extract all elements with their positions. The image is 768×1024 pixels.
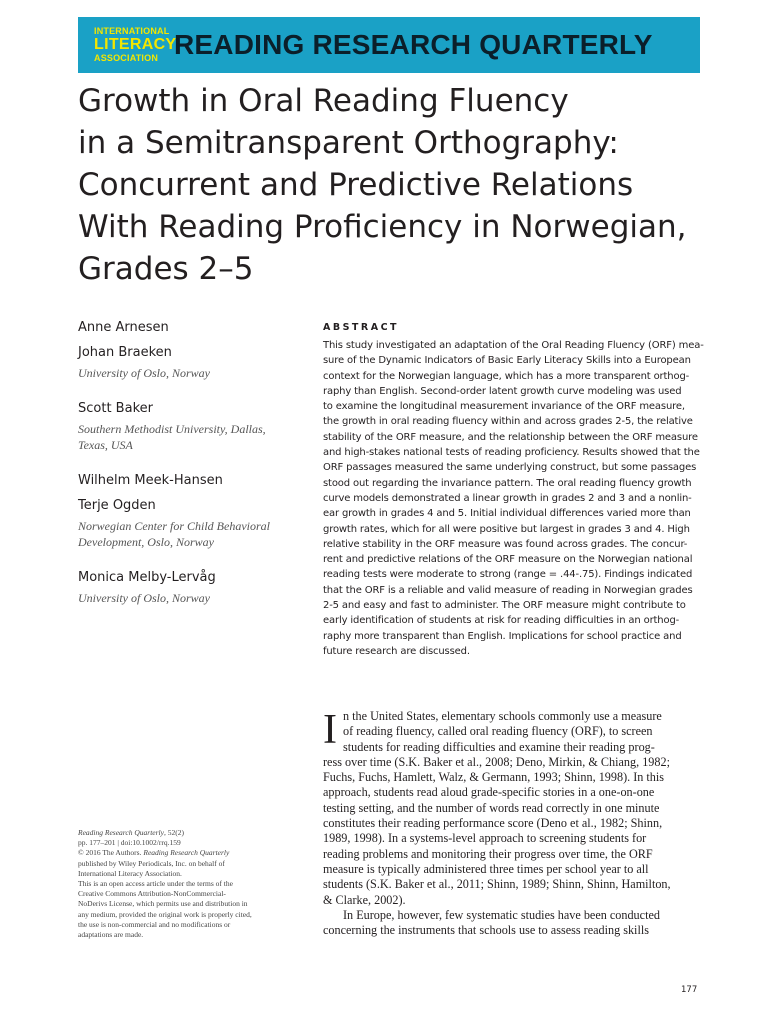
article-body (323, 709, 703, 938)
body-line: Fuchs, Fuchs, Hamlett, Walz, & Germann, 1993; Shinn, 1998). In this (323, 770, 665, 785)
author-affiliation: Southern Methodist University, Dallas, (78, 422, 266, 436)
author-name: Johan Braeken (78, 345, 172, 360)
citation-block (78, 828, 293, 940)
abstract-line: curve models demonstrated a linear growth in grades 2 and 3 and a nonlin- (323, 492, 692, 504)
drop-cap: I (323, 707, 337, 753)
abstract-line: rent and predictive relations of the ORF measure on the Norwegian national (323, 554, 693, 566)
license-line: any medium, provided the original work is properly cited, (78, 909, 252, 919)
abstract (323, 322, 703, 659)
abstract-line: and high-stakes national tests of reading proficiency. Results showed that the (323, 447, 700, 459)
title-line: Growth in Oral Reading Fluency (78, 83, 569, 119)
body-paragraph-1-capped (323, 709, 703, 755)
logo-line-1: INTERNATIONAL (94, 26, 170, 36)
abstract-line: 2-5 and easy and fast to administer. The ORF measure might contribute to (323, 600, 686, 612)
abstract-line: future research are discussed. (323, 645, 470, 657)
author-name: Monica Melby-Lervåg (78, 570, 216, 585)
author-name: Anne Arnesen (78, 320, 169, 335)
abstract-line: ear growth in grades 4 and 5. Initial individual differences varied more than (323, 508, 691, 520)
page-number: 177 (681, 985, 698, 995)
abstract-line: stood out regarding the invariance pattern. The oral reading fluency growth (323, 477, 692, 489)
abstract-line: early identification of students at risk for reading difficulties in an orthog- (323, 615, 680, 627)
author-group (78, 320, 293, 381)
author-group (78, 401, 293, 453)
journal-name: READING RESEARCH QUARTERLY (174, 29, 653, 60)
license-line: This is an open access article under the terms of the (78, 879, 233, 889)
author-name: Scott Baker (78, 401, 153, 416)
body-line: In Europe, however, few systematic studies have been conducted (343, 907, 660, 922)
body-line: testing setting, and the number of words read correctly in one minute (323, 800, 660, 815)
abstract-heading: ABSTRACT (323, 322, 400, 333)
license-line: International Literacy Association. (78, 868, 182, 878)
body-line: of reading fluency, called oral reading fluency (ORF), to screen (343, 724, 653, 739)
title-line: Grades 2–5 (78, 251, 254, 287)
body-line: students (S.K. Baker et al., 2011; Shinn, 1989; Shinn, Shinn, Hamilton, (323, 877, 671, 892)
body-line: 1989, 1998). In a systems-level approach to screening students for (323, 831, 647, 846)
title-line: Concurrent and Predictive Relations (78, 167, 634, 203)
body-line: students for reading difficulties and examine their reading prog- (343, 739, 655, 754)
ila-logo (78, 26, 177, 63)
body-line: n the United States, elementary schools commonly use a measure (343, 709, 662, 723)
license-line: adaptations are made. (78, 930, 144, 940)
abstract-line: growth rates, which for all were positive but largest in grades 3 and 4. High (323, 523, 690, 535)
journal-banner (78, 17, 700, 73)
body-line: constitutes their reading performance score (Deno et al., 1982; Shinn, (323, 816, 663, 831)
author-affiliation: Development, Oslo, Norway (78, 535, 214, 549)
author-name: Wilhelm Meek-Hansen (78, 473, 223, 488)
body-line: concerning the instruments that schools use to assess reading skills (323, 923, 649, 938)
author-group (78, 473, 293, 550)
license-line: NoDerivs License, which permits use and distribution in (78, 899, 248, 909)
title-line: in a Semitransparent Orthography: (78, 125, 619, 161)
citation-doi: pp. 177–201 | doi:10.1002/rrq.159 (78, 838, 181, 848)
abstract-line: to examine the longitudinal measurement invariance of the ORF measure, (323, 401, 685, 413)
citation-copyright: © 2016 The Authors. Reading Research Quarterly (78, 848, 230, 858)
title-line: With Reading Proficiency in Norwegian, (78, 209, 687, 245)
author-affiliation: Texas, USA (78, 438, 133, 452)
article-title (78, 80, 738, 290)
abstract-line: stability of the ORF measure, and the relationship between the ORF measure (323, 431, 698, 443)
logo-line-3: ASSOCIATION (94, 53, 159, 63)
abstract-line: ORF passages measured the same underlying construct, but some passages (323, 462, 697, 474)
abstract-line: raphy than English. Second-order latent growth curve modeling was used (323, 385, 682, 397)
abstract-line: This study investigated an adaptation of the Oral Reading Fluency (ORF) mea- (323, 340, 704, 351)
abstract-line: raphy more transparent than English. Implications for school practice and (323, 630, 682, 642)
abstract-line: reading tests were moderate to strong (range = .44-.75). Findings indicated (323, 569, 693, 581)
citation-journal: Reading Research Quarterly, 52(2) (78, 828, 184, 837)
author-list (78, 320, 293, 621)
abstract-line: relative stability in the ORF measure was found across grades. The concur- (323, 538, 688, 550)
abstract-line: context for the Norwegian language, which has a more transparent orthog- (323, 370, 690, 382)
abstract-line: sure of the Dynamic Indicators of Basic Early Literacy Skills into a European (323, 355, 691, 367)
body-line: ress over time (S.K. Baker et al., 2008; Deno, Mirkin, & Chiang, 1982; (323, 754, 670, 769)
body-line: approach, students read aloud grade-specific stories in a one-on-one (323, 785, 655, 800)
body-line: measure is typically administered three times per school year to all (323, 861, 649, 876)
license-line: Creative Commons Attribution-NonCommercial- (78, 889, 226, 899)
author-group (78, 570, 293, 606)
author-name: Terje Ogden (78, 498, 156, 513)
author-affiliation: University of Oslo, Norway (78, 366, 210, 380)
author-affiliation: University of Oslo, Norway (78, 591, 210, 605)
license-line: the use is non-commercial and no modifications or (78, 919, 231, 929)
logo-line-2: LITERACY (94, 36, 177, 53)
author-affiliation: Norwegian Center for Child Behavioral (78, 519, 270, 533)
abstract-line: the growth in oral reading fluency within and across grades 2-5, the relative (323, 416, 693, 428)
body-line: & Clarke, 2002). (323, 892, 406, 907)
abstract-line: that the ORF is a reliable and valid measure of reading in Norwegian grades (323, 584, 693, 596)
body-paragraph-1 (323, 755, 703, 908)
body-line: reading problems and monitoring their progress over time, the ORF (323, 846, 653, 861)
license-line: published by Wiley Periodicals, Inc. on behalf of (78, 858, 225, 868)
license-text (78, 859, 293, 941)
body-paragraph-2 (323, 908, 703, 939)
abstract-text (323, 338, 703, 659)
